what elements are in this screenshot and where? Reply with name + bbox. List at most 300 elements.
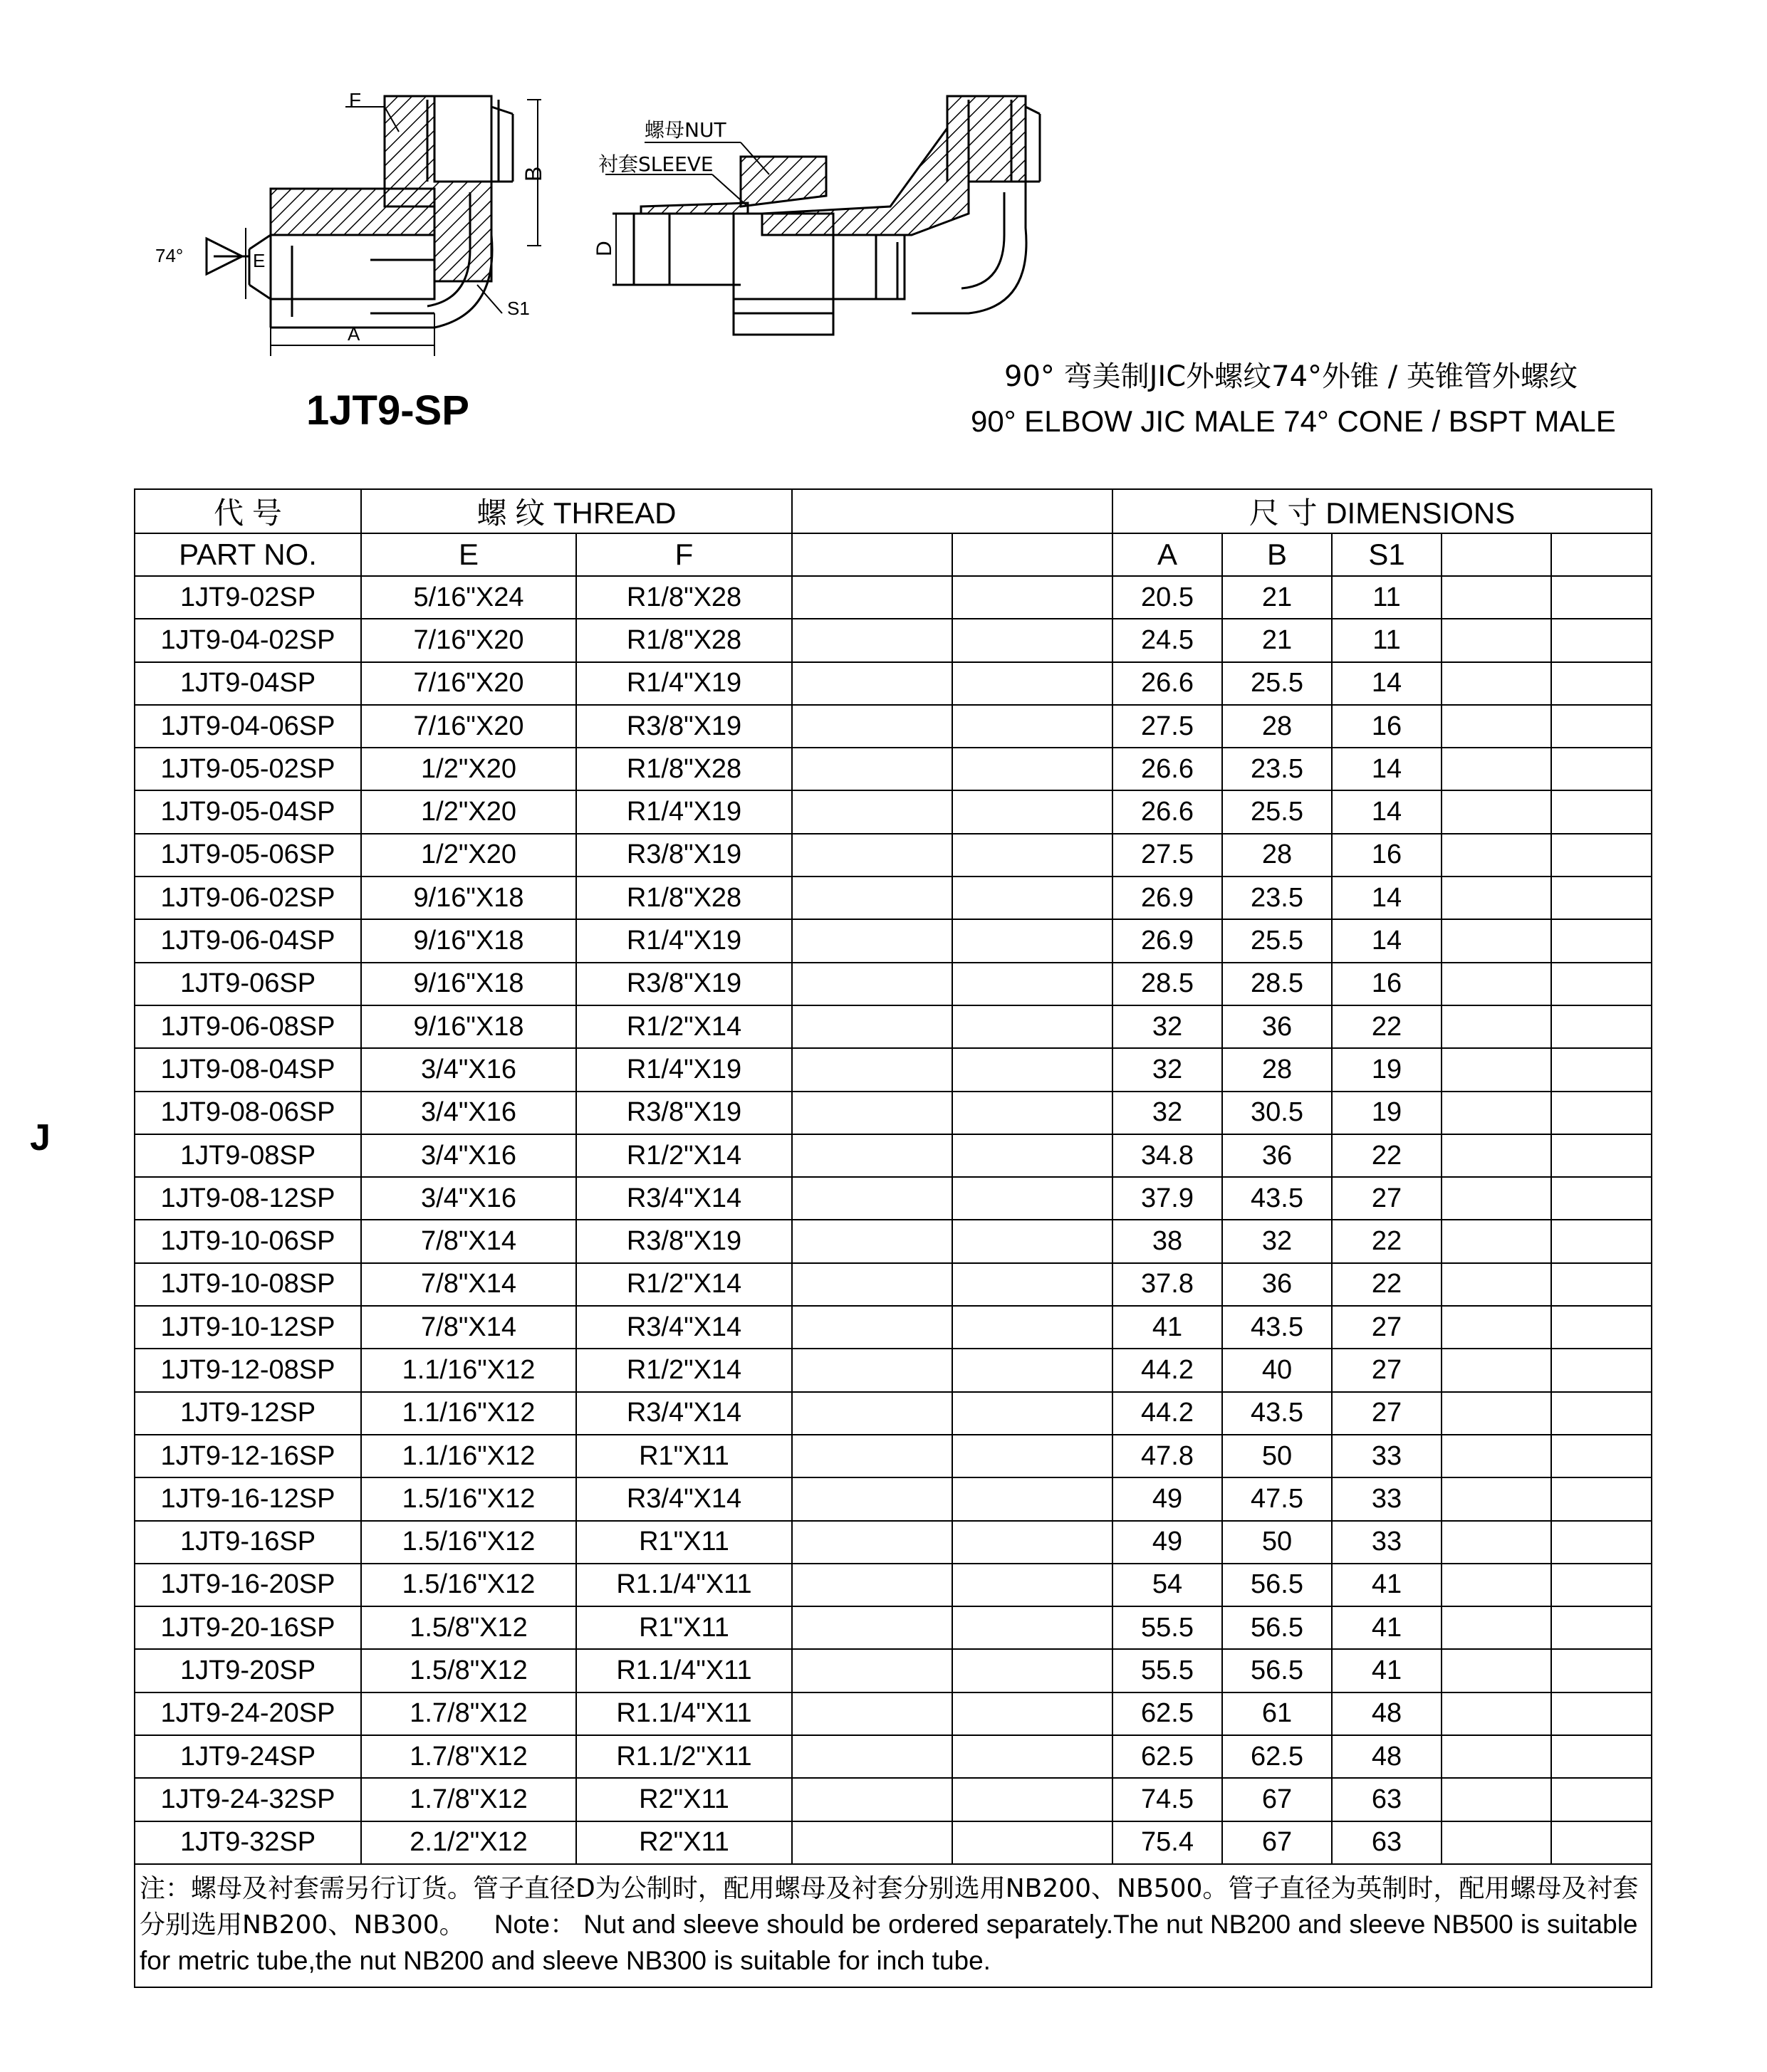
empty-cell <box>1442 1564 1551 1606</box>
title-chinese: 90° 弯美制JIC外螺纹74°外锥 / 英锥管外螺纹 <box>1004 360 1578 393</box>
dim-b: 21 <box>1222 619 1332 661</box>
empty-cell <box>1551 1821 1652 1864</box>
dim-a: 26.9 <box>1112 877 1222 919</box>
part-no: 1JT9-32SP <box>135 1821 361 1864</box>
empty-cell <box>952 1392 1112 1435</box>
empty-cell <box>952 619 1112 661</box>
dim-a: 74.5 <box>1112 1778 1222 1821</box>
thread-f: R3/4"X14 <box>576 1392 792 1435</box>
thread-f: R3/4"X14 <box>576 1177 792 1220</box>
dim-s1: 33 <box>1332 1477 1442 1520</box>
dim-b: 36 <box>1222 1005 1332 1048</box>
part-no: 1JT9-08-04SP <box>135 1048 361 1091</box>
table-row <box>135 1521 1652 1564</box>
empty-cell <box>1442 1005 1551 1048</box>
table-row <box>135 576 1652 619</box>
empty-cell <box>792 1778 952 1821</box>
header-e: E <box>361 533 576 576</box>
empty-cell <box>1551 1606 1652 1649</box>
table-row <box>135 963 1652 1005</box>
part-no: 1JT9-08-06SP <box>135 1092 361 1134</box>
label-f: F <box>349 89 362 111</box>
empty-cell <box>1442 1048 1551 1091</box>
part-no: 1JT9-16-20SP <box>135 1564 361 1606</box>
thread-e: 1.5/8"X12 <box>361 1606 576 1649</box>
thread-f: R3/8"X19 <box>576 705 792 748</box>
dim-a: 41 <box>1112 1306 1222 1349</box>
thread-e: 2.1/2"X12 <box>361 1821 576 1864</box>
part-no: 1JT9-08-12SP <box>135 1177 361 1220</box>
thread-f: R1/4"X19 <box>576 919 792 962</box>
empty-cell <box>1442 1392 1551 1435</box>
dim-s1: 48 <box>1332 1735 1442 1778</box>
dim-b: 28 <box>1222 705 1332 748</box>
empty-cell <box>1551 1092 1652 1134</box>
dim-s1: 14 <box>1332 662 1442 705</box>
table-row <box>135 619 1652 661</box>
thread-f: R2"X11 <box>576 1778 792 1821</box>
empty-cell <box>952 1564 1112 1606</box>
dim-b: 43.5 <box>1222 1306 1332 1349</box>
dim-b: 67 <box>1222 1778 1332 1821</box>
empty-cell <box>792 1306 952 1349</box>
empty-cell <box>1442 1349 1551 1391</box>
empty-cell <box>952 919 1112 962</box>
dim-a: 32 <box>1112 1005 1222 1048</box>
empty-cell <box>1551 576 1652 619</box>
empty-cell <box>1551 1735 1652 1778</box>
dim-s1: 27 <box>1332 1392 1442 1435</box>
empty-cell <box>952 1692 1112 1735</box>
empty-cell <box>1442 1263 1551 1306</box>
table-row <box>135 1606 1652 1649</box>
part-no: 1JT9-12SP <box>135 1392 361 1435</box>
thread-e: 3/4"X16 <box>361 1092 576 1134</box>
empty-cell <box>952 1177 1112 1220</box>
dim-a: 34.8 <box>1112 1134 1222 1177</box>
dim-b: 50 <box>1222 1521 1332 1564</box>
empty-cell <box>1442 1477 1551 1520</box>
part-no: 1JT9-12-16SP <box>135 1435 361 1477</box>
dim-b: 61 <box>1222 1692 1332 1735</box>
dim-s1: 41 <box>1332 1649 1442 1692</box>
empty-cell <box>1551 1048 1652 1091</box>
empty-cell <box>1551 705 1652 748</box>
empty-cell <box>1551 748 1652 790</box>
spec-table <box>134 488 1652 1988</box>
empty-cell <box>1551 834 1652 877</box>
part-no: 1JT9-02SP <box>135 576 361 619</box>
thread-e: 1.5/8"X12 <box>361 1649 576 1692</box>
dim-s1: 22 <box>1332 1263 1442 1306</box>
empty-cell <box>952 1477 1112 1520</box>
dim-b: 50 <box>1222 1435 1332 1477</box>
thread-f: R1/4"X19 <box>576 1048 792 1091</box>
empty-cell <box>792 1220 952 1262</box>
empty-cell <box>952 1521 1112 1564</box>
empty-cell <box>952 790 1112 833</box>
table-row <box>135 1048 1652 1091</box>
empty-cell <box>1551 1392 1652 1435</box>
dim-s1: 14 <box>1332 790 1442 833</box>
header-blank <box>792 489 1112 533</box>
empty-cell <box>952 576 1112 619</box>
empty-cell <box>1442 1821 1551 1864</box>
thread-e: 1/2"X20 <box>361 790 576 833</box>
empty-cell <box>952 748 1112 790</box>
part-no: 1JT9-24-32SP <box>135 1778 361 1821</box>
empty-cell <box>952 705 1112 748</box>
empty-cell <box>1442 834 1551 877</box>
dim-s1: 14 <box>1332 748 1442 790</box>
empty-cell <box>1442 1092 1551 1134</box>
thread-e: 7/8"X14 <box>361 1306 576 1349</box>
empty-cell <box>1551 1521 1652 1564</box>
table-row <box>135 1005 1652 1048</box>
empty-cell <box>792 1521 952 1564</box>
dim-a: 28.5 <box>1112 963 1222 1005</box>
empty-cell <box>792 877 952 919</box>
thread-f: R1/8"X28 <box>576 619 792 661</box>
header-part-cn: 代 号 <box>135 489 361 533</box>
dim-s1: 33 <box>1332 1521 1442 1564</box>
empty-cell <box>792 963 952 1005</box>
thread-e: 7/8"X14 <box>361 1220 576 1262</box>
thread-e: 9/16"X18 <box>361 877 576 919</box>
elbow-dimension-drawing <box>207 96 541 356</box>
empty-cell <box>1442 1606 1551 1649</box>
table-row <box>135 1692 1652 1735</box>
dim-s1: 16 <box>1332 963 1442 1005</box>
empty-cell <box>952 1092 1112 1134</box>
thread-f: R1/8"X28 <box>576 748 792 790</box>
table-row <box>135 705 1652 748</box>
empty-cell <box>1551 877 1652 919</box>
empty-cell <box>792 1177 952 1220</box>
table-row <box>135 790 1652 833</box>
header-empty-1 <box>792 533 952 576</box>
empty-cell <box>1442 919 1551 962</box>
empty-cell <box>952 1649 1112 1692</box>
thread-f: R1.1/4"X11 <box>576 1564 792 1606</box>
thread-f: R1.1/4"X11 <box>576 1649 792 1692</box>
empty-cell <box>792 748 952 790</box>
dim-s1: 27 <box>1332 1349 1442 1391</box>
table-row <box>135 1306 1652 1349</box>
empty-cell <box>792 1134 952 1177</box>
part-no: 1JT9-05-02SP <box>135 748 361 790</box>
empty-cell <box>792 1005 952 1048</box>
part-no: 1JT9-24-20SP <box>135 1692 361 1735</box>
empty-cell <box>1442 662 1551 705</box>
table-row <box>135 1177 1652 1220</box>
dim-s1: 14 <box>1332 919 1442 962</box>
part-no: 1JT9-20-16SP <box>135 1606 361 1649</box>
empty-cell <box>792 1477 952 1520</box>
thread-e: 1.5/16"X12 <box>361 1477 576 1520</box>
empty-cell <box>1551 1005 1652 1048</box>
dim-a: 26.6 <box>1112 790 1222 833</box>
table-row <box>135 1778 1652 1821</box>
dim-s1: 19 <box>1332 1048 1442 1091</box>
empty-cell <box>1551 919 1652 962</box>
dim-a: 54 <box>1112 1564 1222 1606</box>
empty-cell <box>1551 1692 1652 1735</box>
dim-a: 55.5 <box>1112 1606 1222 1649</box>
thread-e: 9/16"X18 <box>361 919 576 962</box>
table-row <box>135 1134 1652 1177</box>
label-a: A <box>348 323 360 345</box>
part-no: 1JT9-06-04SP <box>135 919 361 962</box>
part-no: 1JT9-10-08SP <box>135 1263 361 1306</box>
dim-b: 43.5 <box>1222 1392 1332 1435</box>
empty-cell <box>952 834 1112 877</box>
dim-b: 43.5 <box>1222 1177 1332 1220</box>
empty-cell <box>792 1092 952 1134</box>
empty-cell <box>1442 1521 1551 1564</box>
table-row <box>135 1477 1652 1520</box>
empty-cell <box>1442 1778 1551 1821</box>
note-chinese: 注：螺母及衬套需另行订货。管子直径D为公制时，配用螺母及衬套分别选用NB200、NB500。管子直径为英制时，配用螺母及衬套分别选用NB200、NB300。 <box>140 1873 1639 1940</box>
empty-cell <box>1551 1564 1652 1606</box>
empty-cell <box>1551 1177 1652 1220</box>
dim-a: 75.4 <box>1112 1821 1222 1864</box>
thread-f: R3/4"X14 <box>576 1306 792 1349</box>
part-no: 1JT9-06-08SP <box>135 1005 361 1048</box>
thread-e: 1/2"X20 <box>361 834 576 877</box>
dim-b: 25.5 <box>1222 662 1332 705</box>
part-no: 1JT9-20SP <box>135 1649 361 1692</box>
thread-e: 9/16"X18 <box>361 963 576 1005</box>
empty-cell <box>952 1349 1112 1391</box>
table-row <box>135 1649 1652 1692</box>
empty-cell <box>792 919 952 962</box>
label-d: D <box>593 241 616 256</box>
empty-cell <box>1442 963 1551 1005</box>
dim-a: 32 <box>1112 1048 1222 1091</box>
thread-e: 1.1/16"X12 <box>361 1349 576 1391</box>
dim-a: 27.5 <box>1112 834 1222 877</box>
empty-cell <box>952 1778 1112 1821</box>
dim-a: 44.2 <box>1112 1392 1222 1435</box>
empty-cell <box>792 705 952 748</box>
dim-s1: 11 <box>1332 576 1442 619</box>
fitting-drawings <box>0 0 1767 470</box>
empty-cell <box>1442 576 1551 619</box>
table-row <box>135 1263 1652 1306</box>
table-row <box>135 662 1652 705</box>
part-no: 1JT9-16-12SP <box>135 1477 361 1520</box>
dim-s1: 63 <box>1332 1821 1442 1864</box>
dim-b: 56.5 <box>1222 1564 1332 1606</box>
dim-s1: 27 <box>1332 1306 1442 1349</box>
thread-f: R1/4"X19 <box>576 662 792 705</box>
dim-b: 32 <box>1222 1220 1332 1262</box>
part-no: 1JT9-24SP <box>135 1735 361 1778</box>
thread-e: 3/4"X16 <box>361 1134 576 1177</box>
empty-cell <box>1551 1134 1652 1177</box>
header-s1: S1 <box>1332 533 1442 576</box>
label-s1: S1 <box>507 298 530 319</box>
table-row <box>135 1092 1652 1134</box>
thread-f: R1.1/4"X11 <box>576 1692 792 1735</box>
dim-a: 32 <box>1112 1092 1222 1134</box>
dim-b: 28 <box>1222 1048 1332 1091</box>
thread-e: 1.7/8"X12 <box>361 1692 576 1735</box>
empty-cell <box>952 1735 1112 1778</box>
header-thread: 螺 纹 THREAD <box>361 489 792 533</box>
empty-cell <box>792 1392 952 1435</box>
dim-a: 26.9 <box>1112 919 1222 962</box>
empty-cell <box>1551 1263 1652 1306</box>
empty-cell <box>1551 1349 1652 1391</box>
table-row <box>135 1392 1652 1435</box>
thread-f: R3/8"X19 <box>576 1092 792 1134</box>
table-row <box>135 834 1652 877</box>
part-no: 1JT9-08SP <box>135 1134 361 1177</box>
empty-cell <box>1442 1692 1551 1735</box>
thread-e: 1.7/8"X12 <box>361 1778 576 1821</box>
empty-cell <box>1442 1306 1551 1349</box>
dim-a: 47.8 <box>1112 1435 1222 1477</box>
thread-f: R2"X11 <box>576 1821 792 1864</box>
table-row <box>135 919 1652 962</box>
label-angle: 74° <box>155 245 184 266</box>
empty-cell <box>792 1564 952 1606</box>
thread-f: R1"X11 <box>576 1521 792 1564</box>
empty-cell <box>952 963 1112 1005</box>
thread-f: R3/8"X19 <box>576 963 792 1005</box>
dim-b: 36 <box>1222 1134 1332 1177</box>
thread-f: R1/8"X28 <box>576 576 792 619</box>
thread-e: 7/8"X14 <box>361 1263 576 1306</box>
part-no: 1JT9-10-06SP <box>135 1220 361 1262</box>
dim-b: 36 <box>1222 1263 1332 1306</box>
dim-b: 40 <box>1222 1349 1332 1391</box>
empty-cell <box>792 1649 952 1692</box>
dim-a: 62.5 <box>1112 1692 1222 1735</box>
empty-cell <box>792 1435 952 1477</box>
thread-f: R1"X11 <box>576 1606 792 1649</box>
empty-cell <box>952 1263 1112 1306</box>
table-row <box>135 1821 1652 1864</box>
empty-cell <box>1442 705 1551 748</box>
part-no: 1JT9-16SP <box>135 1521 361 1564</box>
empty-cell <box>792 662 952 705</box>
empty-cell <box>792 1263 952 1306</box>
part-no: 1JT9-04-06SP <box>135 705 361 748</box>
dim-b: 56.5 <box>1222 1606 1332 1649</box>
empty-cell <box>952 877 1112 919</box>
thread-f: R3/8"X19 <box>576 834 792 877</box>
empty-cell <box>1442 1134 1551 1177</box>
table-row <box>135 1735 1652 1778</box>
empty-cell <box>792 834 952 877</box>
part-no: 1JT9-12-08SP <box>135 1349 361 1391</box>
dim-b: 25.5 <box>1222 919 1332 962</box>
empty-cell <box>792 1692 952 1735</box>
dim-s1: 22 <box>1332 1220 1442 1262</box>
empty-cell <box>1551 1778 1652 1821</box>
dim-a: 24.5 <box>1112 619 1222 661</box>
thread-e: 3/4"X16 <box>361 1177 576 1220</box>
dim-s1: 14 <box>1332 877 1442 919</box>
dim-b: 28.5 <box>1222 963 1332 1005</box>
empty-cell <box>1551 662 1652 705</box>
thread-f: R3/4"X14 <box>576 1477 792 1520</box>
dim-b: 67 <box>1222 1821 1332 1864</box>
part-no: 1JT9-04SP <box>135 662 361 705</box>
empty-cell <box>1551 1649 1652 1692</box>
empty-cell <box>952 1048 1112 1091</box>
empty-cell <box>1442 1649 1551 1692</box>
dim-b: 62.5 <box>1222 1735 1332 1778</box>
empty-cell <box>952 1134 1112 1177</box>
thread-e: 1.5/16"X12 <box>361 1564 576 1606</box>
header-a: A <box>1112 533 1222 576</box>
table-body <box>135 576 1652 1864</box>
part-no: 1JT9-05-06SP <box>135 834 361 877</box>
model-code: 1JT9-SP <box>306 387 469 434</box>
part-no: 1JT9-06SP <box>135 963 361 1005</box>
thread-e: 7/16"X20 <box>361 705 576 748</box>
dim-b: 23.5 <box>1222 877 1332 919</box>
dim-s1: 11 <box>1332 619 1442 661</box>
thread-e: 1.5/16"X12 <box>361 1521 576 1564</box>
dim-b: 21 <box>1222 576 1332 619</box>
thread-e: 1/2"X20 <box>361 748 576 790</box>
note-english: Note： Nut and sleeve should be ordered separately.The nut NB200 and sleeve NB500 is suitable for metric tube,the nut NB200 and sleeve NB300 is suitable for inch tube. <box>140 1909 1638 1975</box>
dim-a: 26.6 <box>1112 662 1222 705</box>
thread-e: 3/4"X16 <box>361 1048 576 1091</box>
part-no: 1JT9-04-02SP <box>135 619 361 661</box>
dim-b: 28 <box>1222 834 1332 877</box>
empty-cell <box>1551 1306 1652 1349</box>
thread-e: 1.1/16"X12 <box>361 1435 576 1477</box>
dim-s1: 41 <box>1332 1564 1442 1606</box>
empty-cell <box>792 576 952 619</box>
dim-s1: 63 <box>1332 1778 1442 1821</box>
empty-cell <box>1551 1435 1652 1477</box>
thread-e: 1.7/8"X12 <box>361 1735 576 1778</box>
empty-cell <box>792 1821 952 1864</box>
empty-cell <box>1442 1435 1551 1477</box>
thread-e: 7/16"X20 <box>361 619 576 661</box>
empty-cell <box>1551 963 1652 1005</box>
thread-e: 9/16"X18 <box>361 1005 576 1048</box>
empty-cell <box>1551 1220 1652 1262</box>
header-empty-3 <box>1442 533 1551 576</box>
dim-b: 25.5 <box>1222 790 1332 833</box>
empty-cell <box>1442 790 1551 833</box>
thread-f: R1/2"X14 <box>576 1134 792 1177</box>
header-row-2 <box>135 533 1652 576</box>
dim-a: 20.5 <box>1112 576 1222 619</box>
empty-cell <box>1551 1477 1652 1520</box>
thread-f: R3/8"X19 <box>576 1220 792 1262</box>
empty-cell <box>952 1306 1112 1349</box>
empty-cell <box>952 1220 1112 1262</box>
table-row <box>135 1220 1652 1262</box>
empty-cell <box>952 1821 1112 1864</box>
empty-cell <box>952 1005 1112 1048</box>
label-b: B <box>521 166 546 182</box>
dim-a: 49 <box>1112 1477 1222 1520</box>
dim-s1: 27 <box>1332 1177 1442 1220</box>
part-no: 1JT9-06-02SP <box>135 877 361 919</box>
empty-cell <box>1442 619 1551 661</box>
empty-cell <box>1442 748 1551 790</box>
